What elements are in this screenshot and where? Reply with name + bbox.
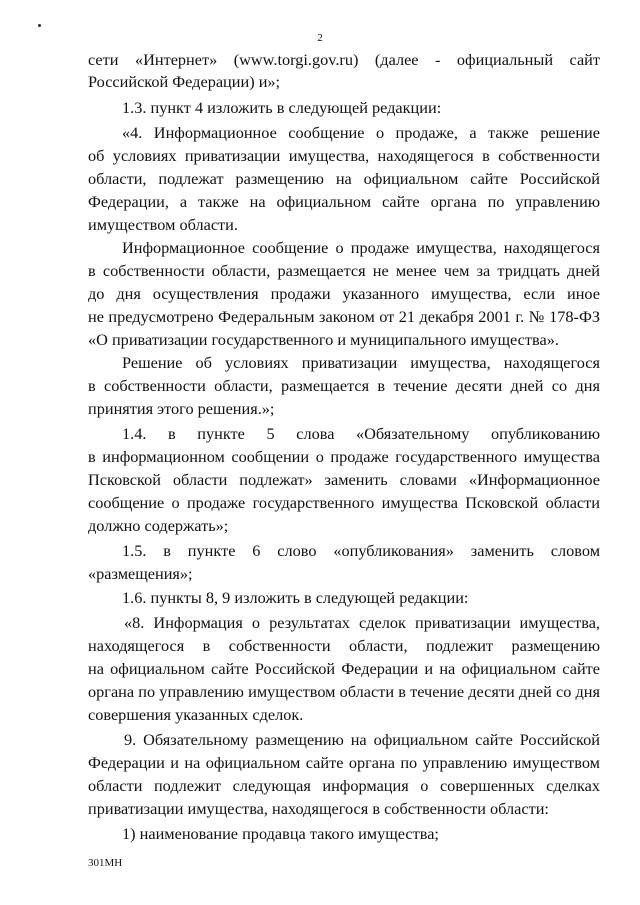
text-line: принятия этого решения.»; (88, 399, 275, 418)
text-line: в собственности области, размещается не менее чем за тридцать дней (88, 261, 600, 280)
text-line: до дня осуществления продажи указанного имущества, если иное (88, 284, 600, 303)
text-line: 1) наименование продавца такого имущества; (122, 824, 439, 843)
text-line: «4. Информационное сообщение о продаже, а также решение (122, 123, 600, 142)
text-line: в собственности области, размещается в течение десяти дней со дня (88, 376, 600, 395)
text-line: не предусмотрено Федеральным законом от 21 декабря 2001 г. № 178-ФЗ (88, 307, 600, 326)
text-line: Решение об условиях приватизации имущества, находящегося (122, 353, 600, 372)
text-line: должно содержать»; (88, 516, 229, 535)
text-line: сообщение о продаже государственного имущества Псковской области (88, 493, 600, 512)
text-line: органа по управлению имуществом области в течение десяти дней со дня (88, 682, 600, 701)
text-line: в информационном сообщении о продаже государственного имущества (88, 447, 600, 466)
text-line: находящегося в собственности области, подлежит размещению (88, 636, 600, 655)
text-line: на официальном сайте Российской Федерации и на официальном сайте (88, 659, 600, 678)
text-line: области, подлежат размещению на официальном сайте Российской (88, 169, 600, 188)
text-line: об условиях приватизации имущества, находящегося в собственности (88, 146, 600, 165)
text-line: «размещения»; (88, 564, 193, 583)
document-code: 301МН (88, 857, 123, 869)
page-number: 2 (317, 32, 323, 44)
text-line: совершения указанных сделок. (88, 705, 304, 724)
text-line: приватизации имущества, находящегося в собственности области: (88, 799, 549, 818)
text-line: 1.4. в пункте 5 слова «Обязательному опубликованию (122, 424, 600, 443)
text-line: 1.3. пункт 4 изложить в следующей редакции: (122, 98, 442, 117)
text-line: 9. Обязательному размещению на официальном сайте Российской (124, 730, 600, 749)
text-line: Российской Федерации) и»; (88, 72, 281, 91)
text-line: «8. Информация о результатах сделок приватизации имущества, (124, 613, 600, 632)
text-line: Информационное сообщение о продаже имущества, находящегося (122, 238, 600, 257)
text-line: Федерации, а также на официальном сайте органа по управлению (88, 192, 600, 211)
text-line: Псковской области подлежат» заменить словами «Информационное (88, 470, 600, 489)
text-line: «О приватизации государственного и муниципального имущества». (88, 330, 559, 349)
scan-speck (38, 24, 41, 27)
text-line: Федерации и на официальном сайте органа по управлению имуществом (88, 753, 600, 772)
text-line: 1.6. пункты 8, 9 изложить в следующей редакции: (122, 588, 469, 607)
text-line: области подлежит следующая информация о совершенных сделках (88, 776, 600, 795)
text-line: 1.5. в пункте 6 слово «опубликования» заменить словом (122, 541, 600, 560)
text-line: имуществом области. (88, 215, 238, 234)
text-line: сети «Интернет» (www.torgi.gov.ru) (далее - официальный сайт (88, 50, 600, 69)
